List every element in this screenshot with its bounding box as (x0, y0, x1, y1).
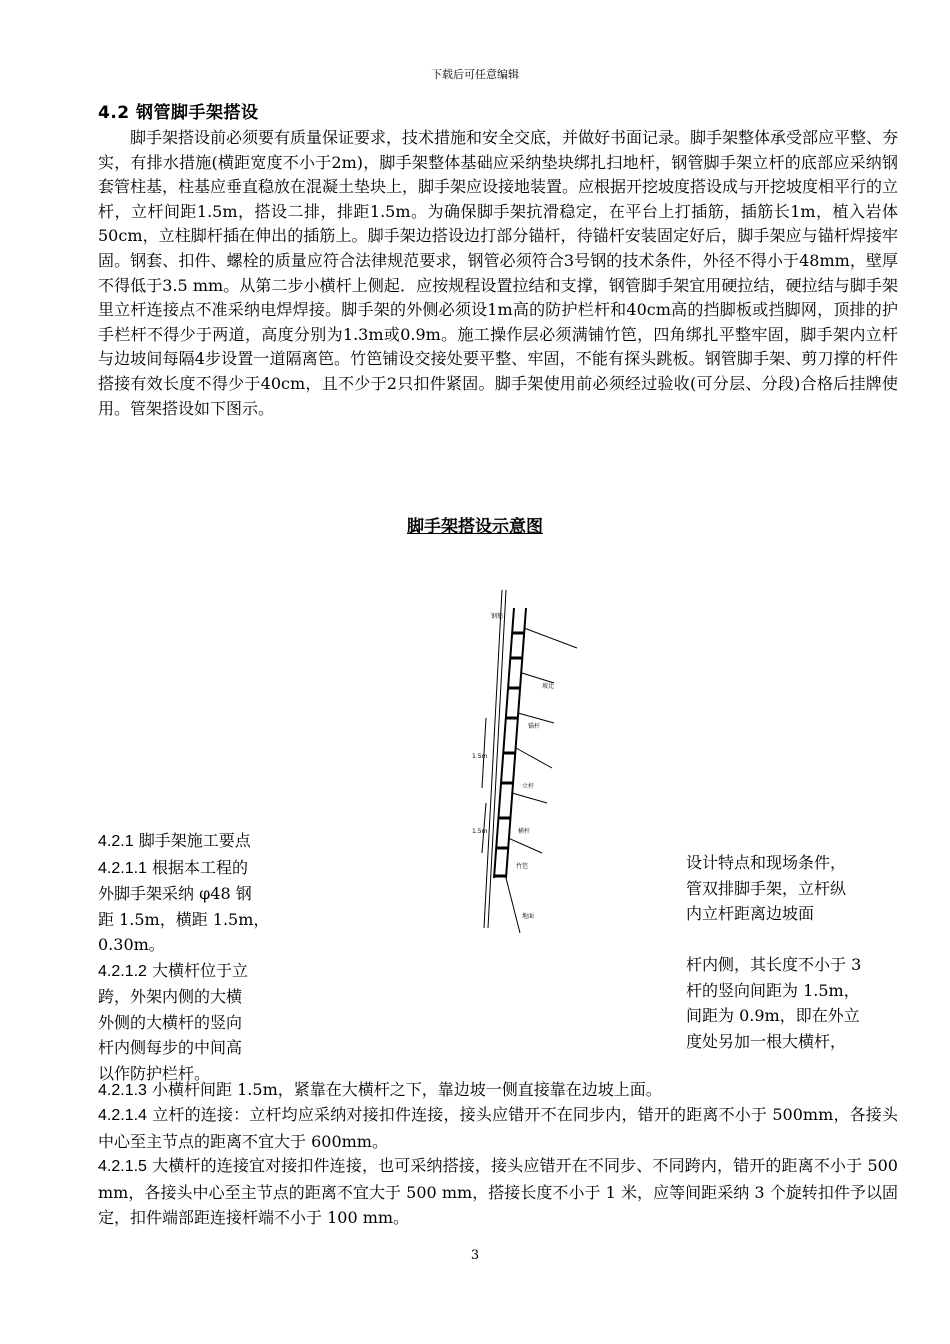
left-column (98, 828, 293, 1086)
item-line: 杆内侧每步的中间高 (98, 1038, 243, 1057)
scaffold-diagram (462, 588, 602, 933)
leader-line (512, 793, 547, 803)
item-line: 间距为 0.9m，即在外立 (686, 1006, 860, 1025)
leader-line (518, 713, 554, 723)
right-column (686, 850, 901, 1054)
item-line (686, 927, 901, 953)
leader-line (522, 673, 554, 683)
figure-title: 脚手架搭设示意图 (407, 517, 543, 537)
page-header: 下载后可任意编辑 (431, 68, 519, 81)
item-line: 管双排脚手架，立杆纵 (686, 878, 847, 898)
diagram-label: 地面 (522, 913, 535, 920)
diagram-label: 1.5m (472, 753, 488, 760)
section-title: 4.2 钢管脚手架搭设 (98, 103, 259, 123)
leader-line (506, 878, 520, 933)
item-line: 4.2.1.1 根据本工程的 (98, 857, 249, 877)
item-4-2-1-5: 4.2.1.5 大横杆的连接宜对接扣件连接，也可采纳搭接，接头应错开在不同步、不同跨内，错开的距离不小于 500 mm，各接头中心至主节点的距离不宜大于 500 mm，搭接长度不小于 1 米，应等间距采纳 3 个旋转扣件予以固定，扣件端部距连接杆端不小于 100 mm。 (98, 1156, 898, 1227)
body-paragraph: 脚手架搭设前必须要有质量保证要求，技术措施和安全交底，并做好书面记录。脚手架整体承受部应平整、夯实，有排水措施(横距宽度不小于2m)，脚手架整体基础应采纳垫块绑扎扫地杆，钢管脚手架立杆的底部应采纳钢套管柱基，柱基应垂直稳放在混凝土垫块上，脚手架应设接地装置。应根据开挖坡度搭设成与开挖坡度相平行的立杆，立杆间距1.5m，搭设二排，排距1.5m。为确保脚手架抗滑稳定，在平台上打插筋，插筋长1m，植入岩体50cm，立柱脚杆插在伸出的插筋上。脚手架边搭设边打部分锚杆，待锚杆安装固定好后，脚手架应与锚杆焊接牢固。钢套、扣件、螺栓的质量应符合法律规范要求，钢管必须符合3号钢的技术条件，外径不得小于48mm，壁厚不得低于3.5 mm。从第二步小横杆上侧起．应按规程设置拉结和支撑，钢管脚手架宜用硬拉结，硬拉结与脚手架里立杆连接点不准采纳电焊焊接。脚手架的外侧必须设1m高的防护栏杆和40cm高的挡脚板或挡脚网，顶排的护手栏杆不得少于两道，高度分别为1.3m或0.9m。施工操作层必须满铺竹笆，四角绑扎平整牢固，脚手架内立杆与边坡间每隔4步设置一道隔离笆。竹笆铺设交接处要平整、牢固，不能有探头跳板。钢管脚手架、剪刀撑的杆件搭接有效长度不得少于40cm，且不少于2只扣件紧固。脚手架使用前必须经过验收(可分层、分段)合格后挂牌使用。管架搭设如下图示。 (98, 128, 899, 418)
item-line: 跨，外架内侧的大横 (98, 987, 243, 1006)
item-line: 0.30m。 (98, 935, 165, 954)
diagram-label: 竹笆 (516, 863, 529, 870)
item-line: 距 1.5m，横距 1.5m， (98, 909, 270, 929)
item-line: 度处另加一根大横杆， (686, 1031, 847, 1051)
diagram-label: 1.5m (472, 828, 488, 835)
diagram-label: 钢筋 (491, 613, 504, 620)
diagram-label: 锚杆 (528, 723, 541, 730)
page-number: 3 (470, 1248, 480, 1263)
item-line: 设计特点和现场条件， (686, 853, 847, 872)
item-line: 杆内侧，其长度不小于 3 (686, 955, 862, 974)
leader-line (524, 628, 577, 648)
item-line: 以作防护栏杆。 (98, 1063, 211, 1083)
diagram-label: 立杆 (522, 783, 535, 790)
item-4-2-1-3: 4.2.1.3 小横杆间距 1.5m，紧靠在大横杆之下，靠边坡一侧直接靠在边坡上面。 (98, 1080, 662, 1099)
subsection-heading: 4.2.1 脚手架施工要点 (98, 831, 251, 850)
item-line: 外侧的大横杆的竖向 (98, 1012, 243, 1032)
item-line: 外脚手架采纳 φ48 钢 (98, 884, 252, 903)
item-line: 杆的竖向间距为 1.5m， (686, 980, 860, 1000)
item-4-2-1-4: 4.2.1.4 立杆的连接：立杆均应采纳对接扣件连接，接头应错开不在同步内，错开的距离不小于 500mm，各接头中心至主节点的距离不宜大于 600mm。 (98, 1105, 898, 1151)
item-line: 4.2.1.2 大横杆位于立 (98, 960, 249, 980)
inner-upright (494, 608, 514, 878)
diagram-label: 坡比 (542, 683, 555, 690)
diagram-label: 横杆 (518, 828, 531, 835)
item-line: 内立杆距离边坡面 (686, 904, 815, 923)
leader-line (516, 748, 552, 768)
leader-line (508, 838, 542, 853)
